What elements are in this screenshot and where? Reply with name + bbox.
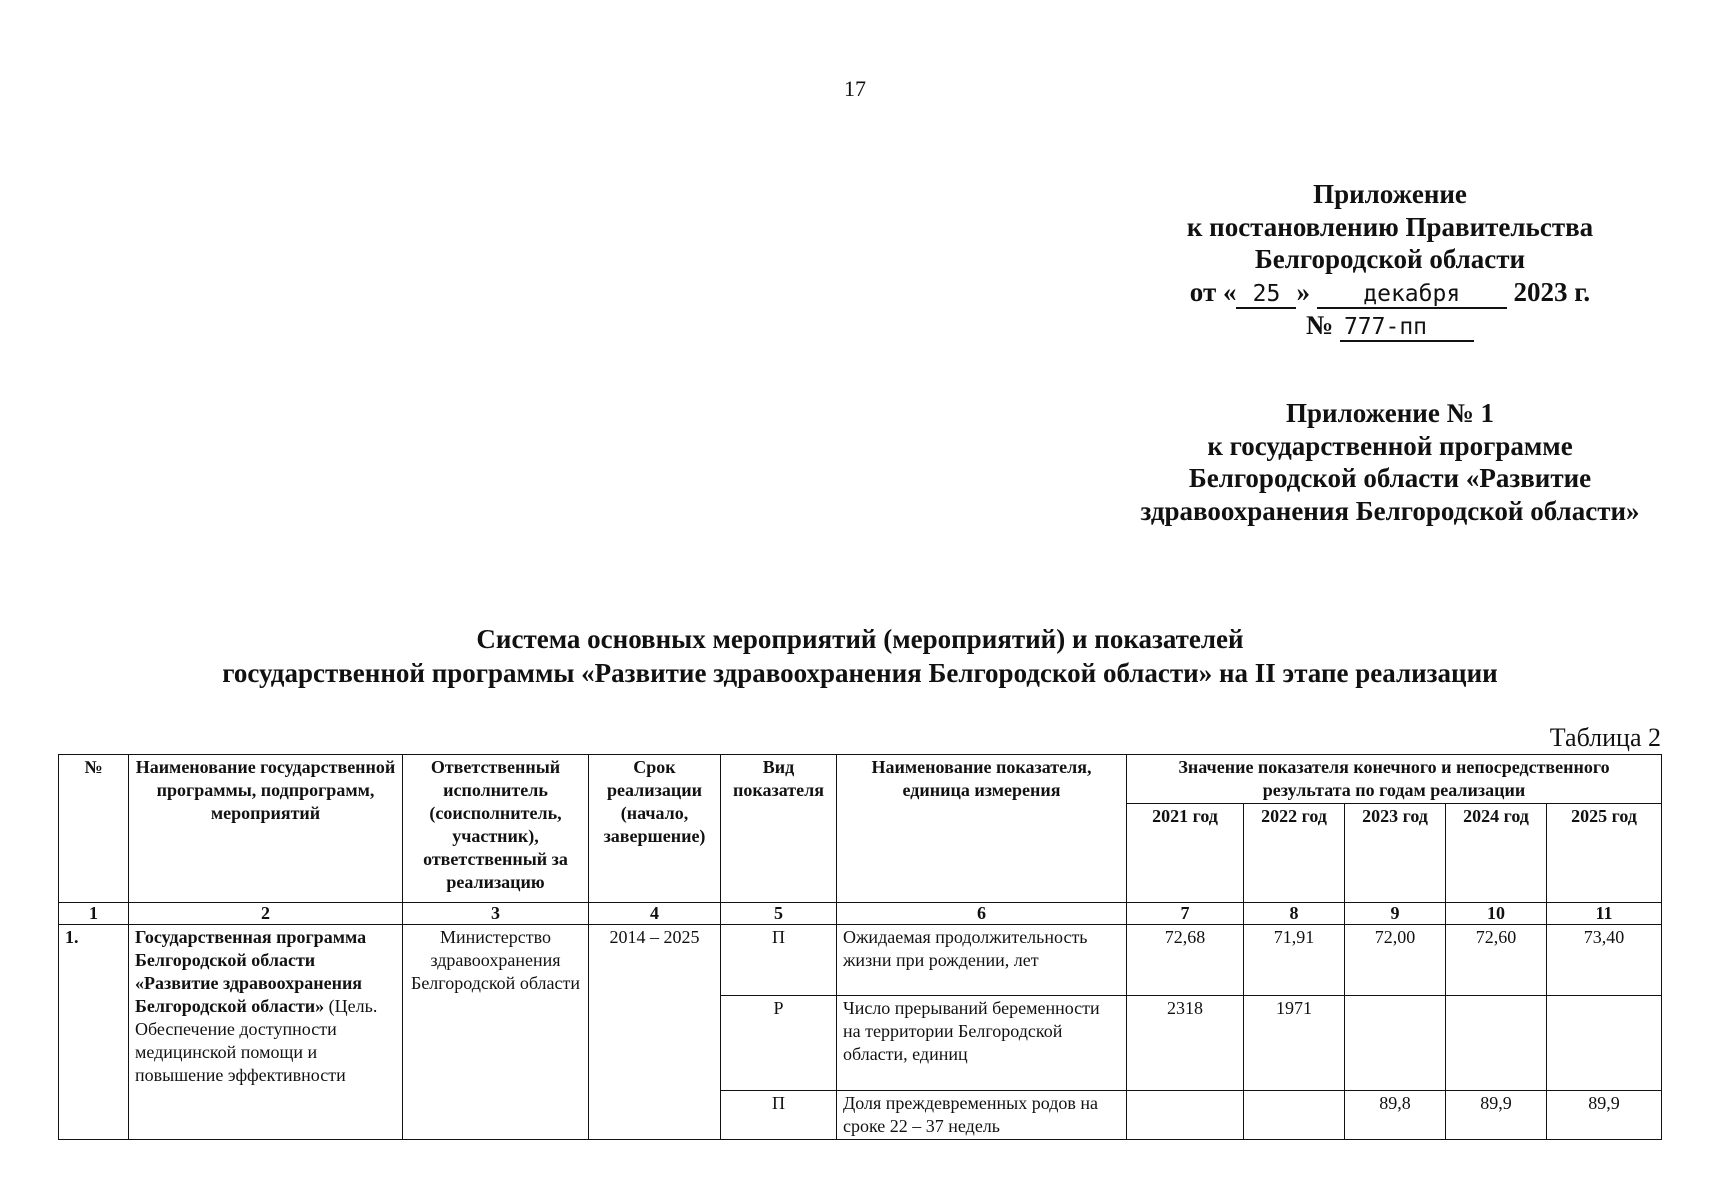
column-number: 5 bbox=[721, 903, 837, 925]
indicator-value-2025 bbox=[1547, 996, 1662, 1091]
page-number: 17 bbox=[844, 76, 866, 101]
number-prefix: № bbox=[1306, 309, 1334, 340]
table-row bbox=[59, 925, 1662, 996]
indicator-name: Число прерываний беременности на территории Белгородской области, единиц bbox=[837, 996, 1127, 1091]
indicator-name: Ожидаемая продолжительность жизни при рождении, лет bbox=[837, 925, 1127, 996]
appendix-one-line-3: Белгородской области «Развитие bbox=[1188, 463, 1592, 493]
header-year-2021: 2021 год bbox=[1127, 804, 1244, 903]
date-prefix: от « bbox=[1189, 276, 1237, 307]
document-title bbox=[110, 622, 1610, 690]
indicator-value-2023: 89,8 bbox=[1345, 1091, 1446, 1140]
indicator-value-2025: 73,40 bbox=[1547, 925, 1662, 996]
program-name: Государственная программа Белгородской области «Развитие здравоохранения Белгородской области» bbox=[135, 927, 367, 1016]
resolution-date bbox=[1150, 276, 1630, 309]
indicator-kind: П bbox=[721, 925, 837, 996]
number-value: 777-пп bbox=[1340, 314, 1474, 342]
table-label: Таблица 2 bbox=[1549, 723, 1661, 752]
column-number: 7 bbox=[1127, 903, 1244, 925]
table-header-row bbox=[59, 755, 1662, 804]
indicator-value-2024: 72,60 bbox=[1446, 925, 1547, 996]
resolution-number bbox=[1150, 309, 1630, 342]
column-number: 10 bbox=[1446, 903, 1547, 925]
program-goal: (Цель. Обеспечение доступности медицинской помощи и повышение эффективности bbox=[135, 996, 378, 1085]
appendix-title: Приложение bbox=[1313, 179, 1467, 209]
program-number: 1. bbox=[59, 925, 129, 1140]
column-number: 11 bbox=[1547, 903, 1662, 925]
column-number: 2 bbox=[129, 903, 403, 925]
appendix-line-2: к постановлению Правительства bbox=[1186, 211, 1594, 242]
indicator-value-2024: 89,9 bbox=[1446, 1091, 1547, 1140]
indicator-value-2021: 72,68 bbox=[1127, 925, 1244, 996]
header-year-2023: 2023 год bbox=[1345, 804, 1446, 903]
program-executor: Министерство здравоохранения Белгородской области bbox=[403, 925, 589, 1140]
program-term: 2014 – 2025 bbox=[589, 925, 721, 1140]
appendix-one-line-4: здравоохранения Белгородской области» bbox=[1140, 495, 1640, 526]
header-indicator: Наименование показателя, единица измерения bbox=[837, 755, 1127, 903]
indicator-name: Доля преждевременных родов на сроке 22 – 37 недель bbox=[837, 1091, 1127, 1140]
indicator-value-2021 bbox=[1127, 1091, 1244, 1140]
document-title-line-2: государственной программы «Развитие здравоохранения Белгородской области» на II этапе реализации bbox=[222, 658, 1498, 688]
indicator-value-2025: 89,9 bbox=[1547, 1091, 1662, 1140]
column-numbers-row bbox=[59, 903, 1662, 925]
date-day: 25 bbox=[1236, 281, 1296, 309]
indicator-value-2024 bbox=[1446, 996, 1547, 1091]
indicator-value-2021: 2318 bbox=[1127, 996, 1244, 1091]
indicator-value-2022: 1971 bbox=[1244, 996, 1345, 1091]
appendix-one-line-2: к государственной программе bbox=[1207, 430, 1573, 461]
program-table bbox=[58, 754, 1662, 1140]
column-number: 4 bbox=[589, 903, 721, 925]
indicator-kind: Р bbox=[721, 996, 837, 1091]
header-kind: Вид показателя bbox=[721, 755, 837, 903]
date-month: декабря bbox=[1317, 281, 1507, 309]
indicator-value-2023: 72,00 bbox=[1345, 925, 1446, 996]
column-number: 8 bbox=[1244, 903, 1345, 925]
document-title-line-1: Система основных мероприятий (мероприятий) и показателей bbox=[476, 624, 1244, 654]
indicator-value-2022 bbox=[1244, 1091, 1345, 1140]
indicator-value-2022: 71,91 bbox=[1244, 925, 1345, 996]
date-year: 2023 г. bbox=[1513, 276, 1591, 307]
header-term: Срок реализации (начало, завершение) bbox=[589, 755, 721, 903]
date-mid: » bbox=[1296, 276, 1310, 307]
header-executor: Ответственный исполнитель (соисполнитель, участник), ответственный за реализацию bbox=[403, 755, 589, 903]
indicator-kind: П bbox=[721, 1091, 837, 1140]
appendix-resolution-block bbox=[1150, 178, 1630, 342]
column-number: 1 bbox=[59, 903, 129, 925]
header-year-2025: 2025 год bbox=[1547, 804, 1662, 903]
program-name-cell bbox=[129, 925, 403, 1140]
header-values-group: Значение показателя конечного и непосредственного результата по годам реализации bbox=[1127, 755, 1662, 804]
header-num: № bbox=[59, 755, 129, 903]
column-number: 6 bbox=[837, 903, 1127, 925]
indicator-value-2023 bbox=[1345, 996, 1446, 1091]
appendix-line-3: Белгородской области bbox=[1254, 244, 1526, 274]
header-name: Наименование государственной программы, подпрограмм, мероприятий bbox=[129, 755, 403, 903]
header-year-2022: 2022 год bbox=[1244, 804, 1345, 903]
column-number: 3 bbox=[403, 903, 589, 925]
appendix-one-line-1: Приложение № 1 bbox=[1286, 398, 1494, 428]
column-number: 9 bbox=[1345, 903, 1446, 925]
appendix-one-block bbox=[1090, 397, 1690, 527]
header-year-2024: 2024 год bbox=[1446, 804, 1547, 903]
